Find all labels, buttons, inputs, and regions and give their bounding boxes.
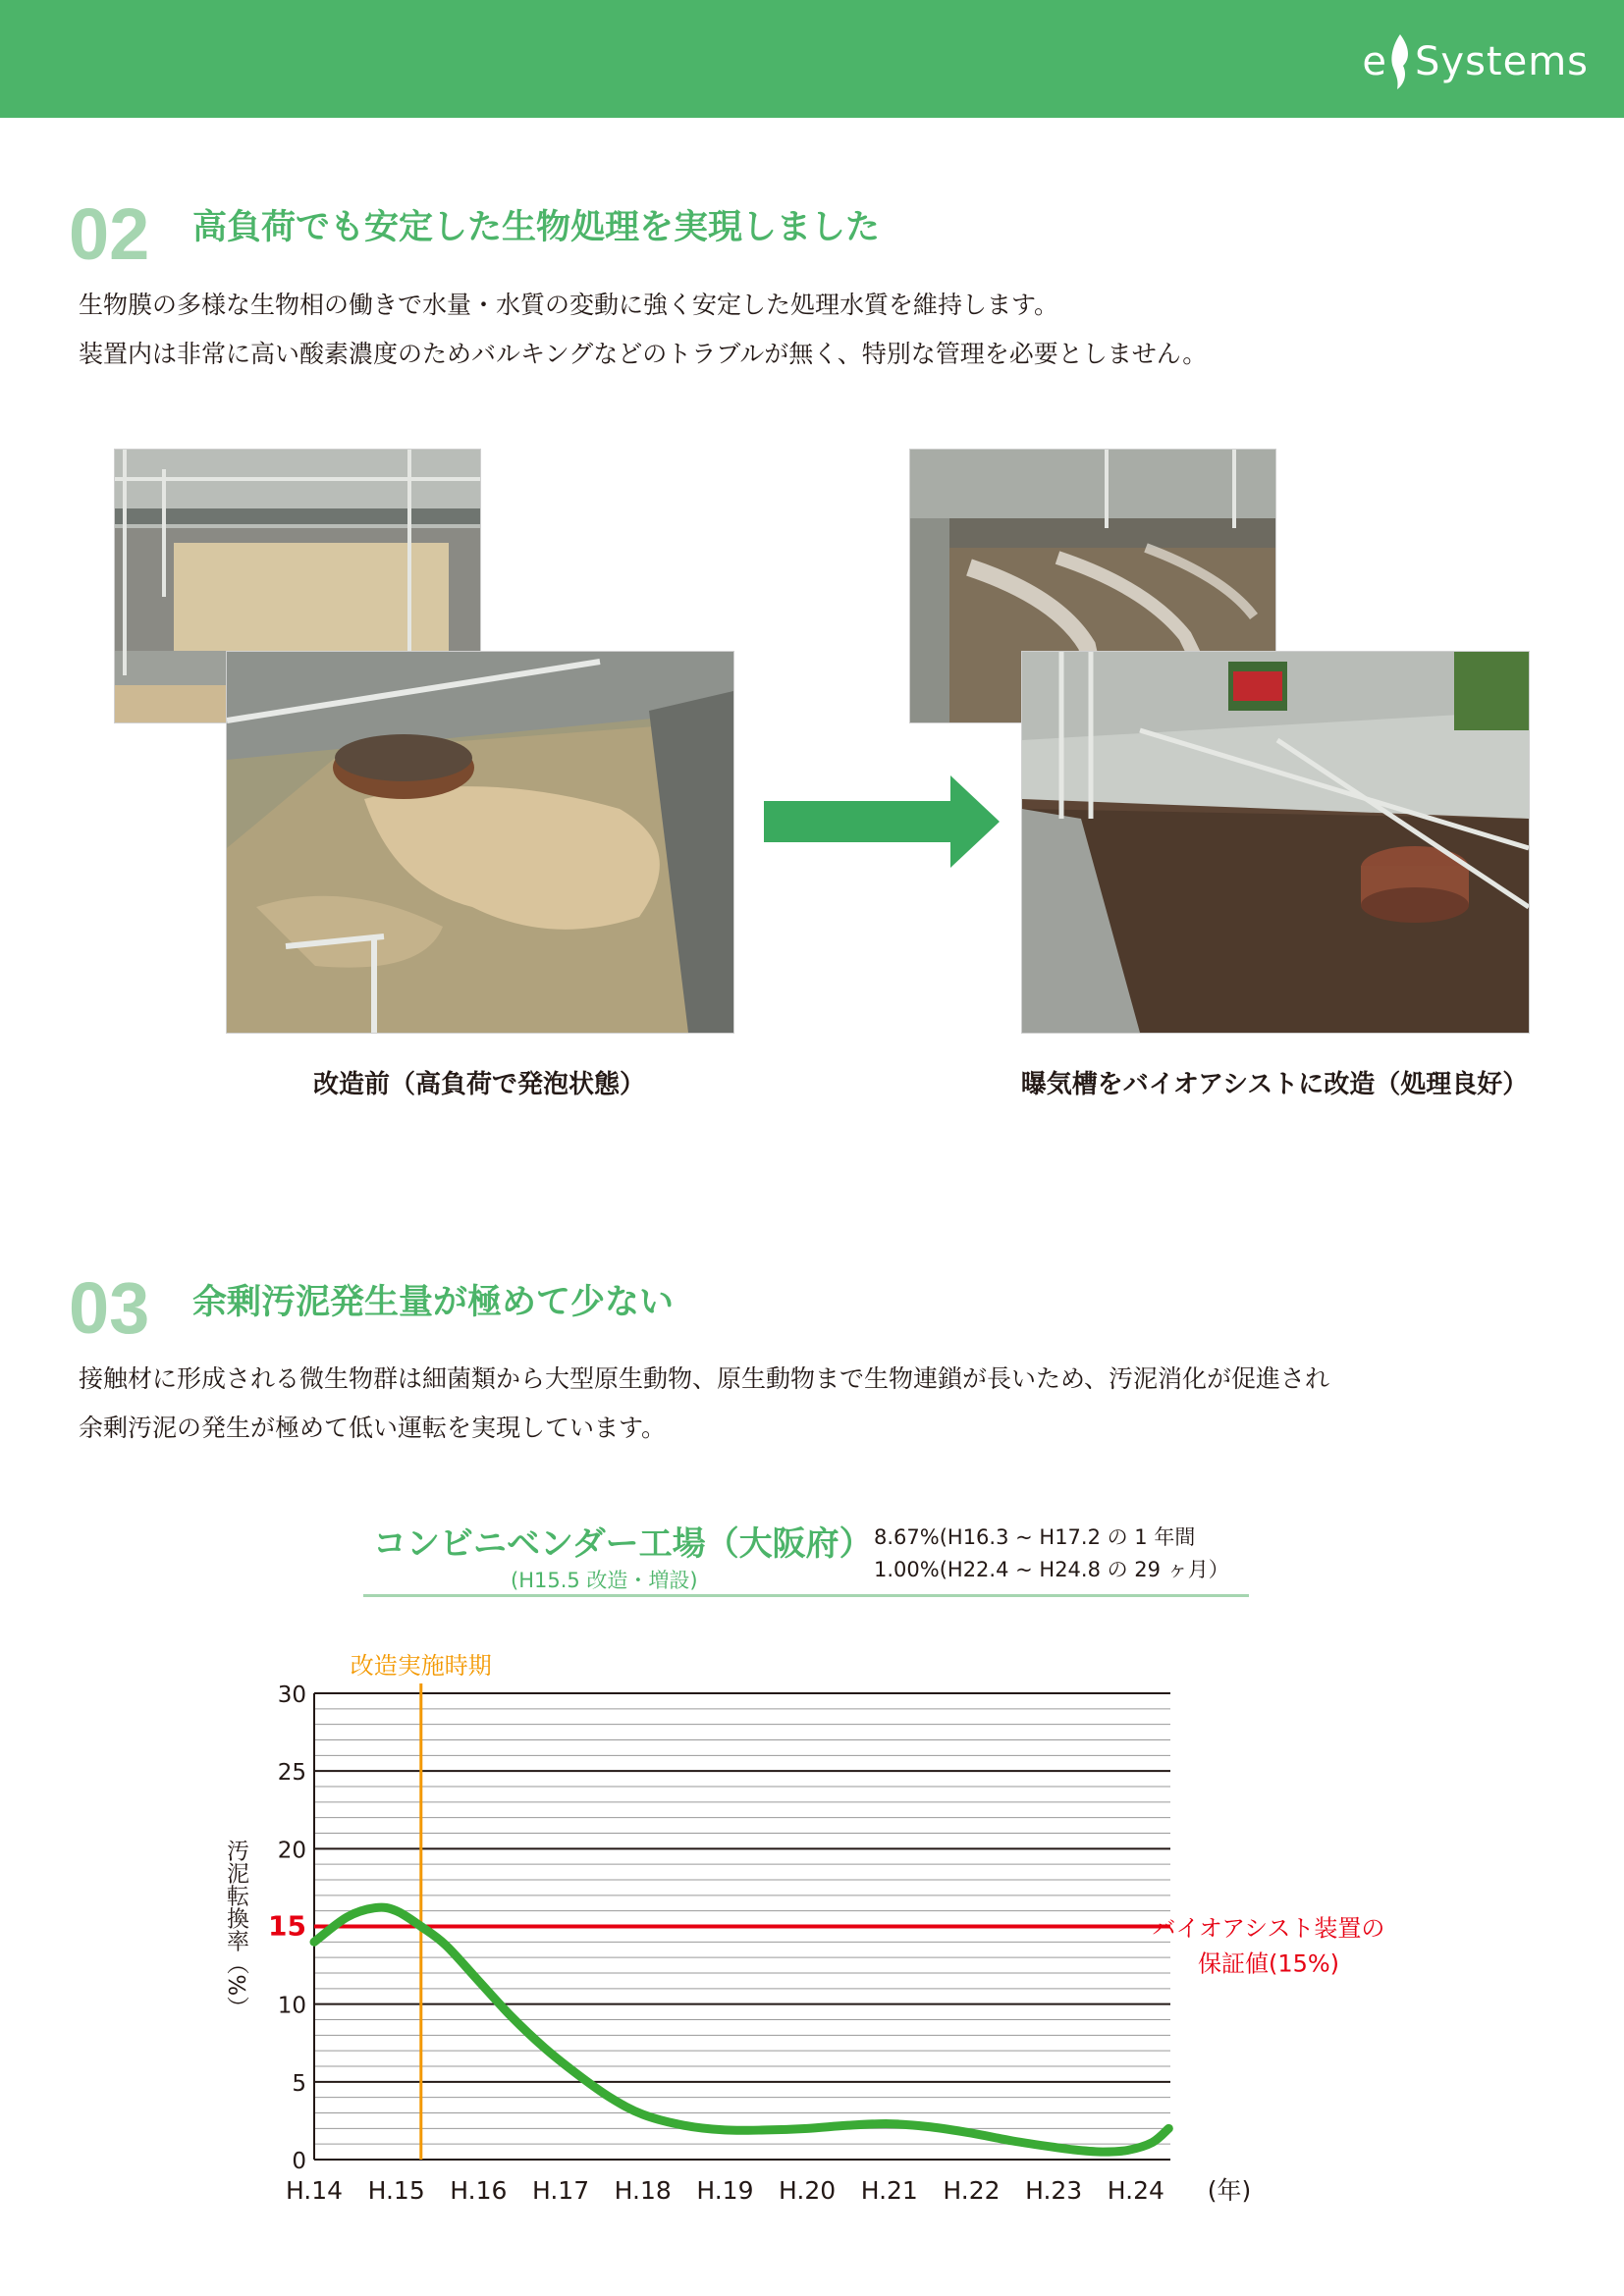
- retrofit-label: 改造実施時期: [350, 1652, 492, 1680]
- rate-period-1: 8.67%(H16.3 ~ H17.2 の 1 年間: [874, 1525, 1196, 1549]
- guarantee-label: バイオアシスト装置の: [1152, 1914, 1385, 1943]
- arrow-right-icon: [764, 775, 1000, 872]
- x-tick-label: H.14: [285, 2176, 344, 2205]
- section-number: 03: [69, 1267, 150, 1349]
- y-axis-label: 汚泥転換率（%）: [223, 1839, 248, 2019]
- y-tick-label: 30: [277, 1682, 306, 1708]
- rate-period-2: 1.00%(H22.4 ~ H24.8 の 29 ヶ月）: [874, 1558, 1229, 1581]
- x-tick-label: H.19: [696, 2176, 754, 2205]
- y-tick-label: 5: [292, 2070, 306, 2097]
- sludge-conversion-chart: [0, 1620, 1624, 2228]
- x-tick-label: H.24: [1107, 2176, 1164, 2205]
- y-tick-label: 25: [277, 1760, 306, 1787]
- section-body: [79, 1355, 1329, 1453]
- body-line: 装置内は非常に高い酸素濃度のためバルキングなどのトラブルが無く、特別な管理を必要としません。: [79, 340, 1208, 368]
- plant-title: コンビニベンダー工場（大阪府）: [373, 1524, 873, 1564]
- sludge-rate-line: [314, 1907, 1168, 2152]
- logo-text: Systems: [1415, 39, 1589, 84]
- y-tick-label: 0: [292, 2149, 306, 2174]
- section-body: [79, 281, 1207, 379]
- x-tick-label: H.22: [943, 2176, 1001, 2205]
- body-line: 余剰汚泥の発生が極めて低い運転を実現しています。: [79, 1414, 667, 1442]
- x-tick-label: H.15: [367, 2176, 425, 2205]
- x-tick-label: H.17: [531, 2176, 590, 2205]
- photo-after-tank-clear: [1021, 651, 1530, 1034]
- x-tick-label: H.20: [779, 2176, 837, 2205]
- section-title: 高負荷でも安定した生物処理を実現しました: [192, 208, 881, 247]
- section-number: 02: [69, 193, 150, 275]
- esystems-logo: [1362, 27, 1589, 96]
- leaf-drop-icon: [1389, 32, 1411, 91]
- y-tick-label: 15: [268, 1909, 306, 1943]
- section-title: 余剰汚泥発生量が極めて少ない: [192, 1283, 675, 1322]
- body-line: 接触材に形成される微生物群は細菌類から大型原生動物、原生動物まで生物連鎖が長いため、汚泥消化が促進され: [79, 1364, 1330, 1393]
- x-unit-label: (年): [1207, 2176, 1252, 2205]
- photo-before-tank-foam: [226, 651, 734, 1034]
- x-tick-label: H.23: [1025, 2176, 1083, 2205]
- x-tick-label: H.16: [450, 2176, 508, 2205]
- plant-subtitle: (H15.5 改造・増設): [511, 1569, 698, 1592]
- caption-after: 曝気槽をバイオアシストに改造（処理良好）: [1020, 1070, 1529, 1099]
- logo-prefix: e: [1362, 39, 1387, 84]
- x-tick-label: H.21: [860, 2176, 918, 2205]
- guarantee-label: 保証値(15%): [1197, 1949, 1340, 1978]
- body-line: 生物膜の多様な生物相の働きで水量・水質の変動に強く安定した処理水質を維持します。: [79, 291, 1059, 319]
- x-tick-label: H.18: [614, 2176, 672, 2205]
- caption-before: 改造前（高負荷で発泡状態）: [312, 1070, 645, 1099]
- y-tick-label: 10: [277, 1993, 306, 2019]
- heading-rule: [363, 1594, 1249, 1597]
- y-tick-label: 20: [277, 1838, 306, 1864]
